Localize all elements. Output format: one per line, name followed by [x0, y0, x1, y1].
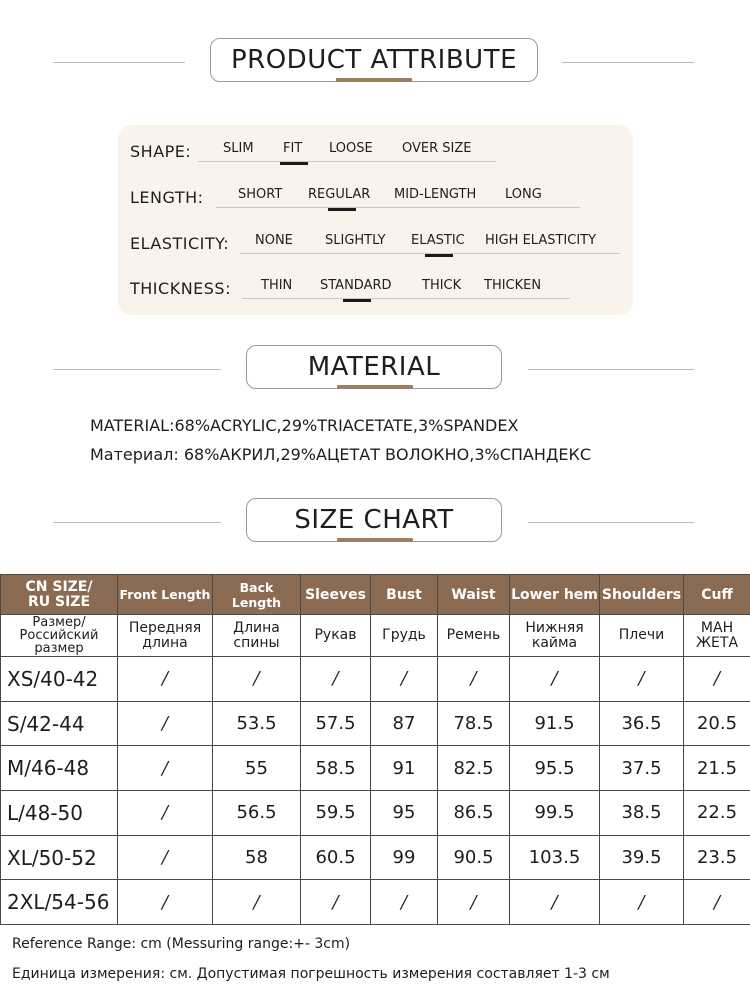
- table-header-row-ru: [1, 615, 750, 657]
- table-header-row-en: [1, 575, 750, 615]
- table-cell: /: [301, 657, 371, 702]
- table-cell: 95: [371, 791, 438, 836]
- table-header-cell: Рукав: [301, 615, 371, 657]
- attr-option: HIGH ELASTICITY: [485, 233, 597, 248]
- size-label-cell: XL/50-52: [1, 835, 118, 880]
- title-accent-bar: [337, 538, 413, 542]
- table-cell: 99.5: [510, 791, 600, 836]
- table-header-cell: Front Length: [118, 575, 213, 615]
- table-header-cell: Передняя длина: [118, 615, 213, 657]
- table-cell: /: [600, 880, 684, 925]
- size-label-cell: L/48-50: [1, 791, 118, 836]
- attr-label: ELASTICITY:: [130, 234, 230, 253]
- table-row: [1, 791, 750, 836]
- table-cell: 91.5: [510, 701, 600, 746]
- size-label-cell: S/42-44: [1, 701, 118, 746]
- table-row: [1, 701, 750, 746]
- table-cell: /: [438, 880, 510, 925]
- table-cell: /: [684, 880, 750, 925]
- table-body: [1, 657, 750, 925]
- table-cell: /: [118, 701, 213, 746]
- table-header-cell: Плечи: [600, 615, 684, 657]
- table-cell: /: [213, 880, 301, 925]
- attr-option-selected: STANDARD: [320, 278, 392, 293]
- selected-underline: [343, 299, 371, 302]
- selected-underline: [328, 208, 356, 211]
- attr-rule: [216, 207, 580, 208]
- attr-option-selected: REGULAR: [308, 187, 371, 202]
- attr-option: NONE: [255, 233, 293, 248]
- size-label-cell: 2XL/54-56: [1, 880, 118, 925]
- attr-rule: [198, 161, 496, 162]
- section-title: MATERIAL: [246, 345, 502, 389]
- table-cell: 59.5: [301, 791, 371, 836]
- table-cell: /: [600, 657, 684, 702]
- table-row: [1, 835, 750, 880]
- table-cell: /: [118, 835, 213, 880]
- material-composition-en: MATERIAL:68%ACRYLIC,29%TRIACETATE,3%SPANDEX: [90, 416, 519, 435]
- table-cell: /: [301, 880, 371, 925]
- material-composition-ru: Материал: 68%АКРИЛ,29%АЦЕТАТ ВОЛОКНО,3%СПАНДЕКС: [90, 445, 592, 464]
- table-cell: 58: [213, 835, 301, 880]
- table-header-cell: Back Length: [213, 575, 301, 615]
- table-cell: 21.5: [684, 746, 750, 791]
- attr-option: THICKEN: [484, 278, 542, 293]
- table-cell: 90.5: [438, 835, 510, 880]
- table-cell: 99: [371, 835, 438, 880]
- table-cell: 53.5: [213, 701, 301, 746]
- table-cell: 56.5: [213, 791, 301, 836]
- attr-option: MID-LENGTH: [394, 187, 477, 202]
- table-cell: /: [213, 657, 301, 702]
- table-cell: 39.5: [600, 835, 684, 880]
- product-attribute-header: [0, 38, 750, 88]
- table-cell: 58.5: [301, 746, 371, 791]
- table-cell: /: [371, 880, 438, 925]
- table-cell: /: [371, 657, 438, 702]
- title-accent-bar: [336, 78, 412, 82]
- table-header-cell: Грудь: [371, 615, 438, 657]
- table-cell: 38.5: [600, 791, 684, 836]
- table-cell: 37.5: [600, 746, 684, 791]
- divider-left: [53, 62, 185, 63]
- material-header: [0, 345, 750, 395]
- divider-left: [53, 522, 221, 523]
- table-header-cell: Размер/ Российский размер: [1, 615, 118, 657]
- attribute-panel: [118, 125, 633, 315]
- attr-row-shape: [118, 137, 633, 167]
- divider-right: [528, 522, 694, 523]
- table-cell: 95.5: [510, 746, 600, 791]
- attr-option-selected: ELASTIC: [411, 233, 465, 248]
- attr-option: SLIM: [223, 141, 254, 156]
- attr-row-elasticity: [118, 229, 633, 259]
- table-row: [1, 880, 750, 925]
- table-cell: 60.5: [301, 835, 371, 880]
- attr-label: THICKNESS:: [130, 279, 231, 298]
- selected-underline: [280, 162, 308, 165]
- table-cell: 55: [213, 746, 301, 791]
- table-cell: /: [118, 657, 213, 702]
- reference-range-note: Reference Range: cm (Messuring range:+- 3cm): [12, 936, 351, 952]
- divider-right: [528, 369, 694, 370]
- table-header-cell: Shoulders: [600, 575, 684, 615]
- attr-option: OVER SIZE: [402, 141, 472, 156]
- table-cell: /: [510, 880, 600, 925]
- table-cell: 91: [371, 746, 438, 791]
- size-chart-header: [0, 498, 750, 548]
- attr-row-thickness: [118, 274, 633, 304]
- table-cell: /: [684, 657, 750, 702]
- table-cell: 87: [371, 701, 438, 746]
- attr-option: THIN: [261, 278, 293, 293]
- attr-label: SHAPE:: [130, 142, 192, 161]
- size-label-cell: XS/40-42: [1, 657, 118, 702]
- table-header-cell: Lower hem: [510, 575, 600, 615]
- table-cell: /: [438, 657, 510, 702]
- attr-row-length: [118, 183, 633, 213]
- section-title: SIZE CHART: [246, 498, 502, 542]
- table-header-cell: Waist: [438, 575, 510, 615]
- table-header-cell: Cuff: [684, 575, 750, 615]
- title-accent-bar: [337, 385, 413, 389]
- divider-right: [562, 62, 694, 63]
- attr-option: LOOSE: [329, 141, 373, 156]
- table-cell: 103.5: [510, 835, 600, 880]
- table-cell: /: [510, 657, 600, 702]
- table-header-cell: Нижняя кайма: [510, 615, 600, 657]
- table-header-cell: Bust: [371, 575, 438, 615]
- table-cell: /: [118, 746, 213, 791]
- section-title: PRODUCT ATTRIBUTE: [210, 38, 538, 82]
- table-cell: 78.5: [438, 701, 510, 746]
- size-label-cell: M/46-48: [1, 746, 118, 791]
- table-header-cell: МАН ЖЕТА: [684, 615, 750, 657]
- selected-underline: [425, 254, 453, 257]
- table-header-cell: CN SIZE/ RU SIZE: [1, 575, 118, 615]
- table-row: [1, 657, 750, 702]
- table-cell: 23.5: [684, 835, 750, 880]
- table-cell: 36.5: [600, 701, 684, 746]
- attr-option: SLIGHTLY: [325, 233, 386, 248]
- table-cell: 57.5: [301, 701, 371, 746]
- attr-option-selected: FIT: [283, 141, 303, 156]
- size-chart-table: [0, 574, 750, 925]
- reference-range-note-ru: Единица измерения: см. Допустимая погрешность измерения составляет 1-3 см: [12, 966, 610, 982]
- table-header-cell: Sleeves: [301, 575, 371, 615]
- table-cell: 22.5: [684, 791, 750, 836]
- attr-option: LONG: [505, 187, 542, 202]
- table-row: [1, 746, 750, 791]
- attr-label: LENGTH:: [130, 188, 204, 207]
- table-header-cell: Ремень: [438, 615, 510, 657]
- table-cell: 86.5: [438, 791, 510, 836]
- table-cell: /: [118, 791, 213, 836]
- attr-option: THICK: [422, 278, 462, 293]
- table-cell: /: [118, 880, 213, 925]
- table-cell: 82.5: [438, 746, 510, 791]
- attr-option: SHORT: [238, 187, 283, 202]
- attr-rule: [242, 298, 570, 299]
- divider-left: [53, 369, 221, 370]
- table-cell: 20.5: [684, 701, 750, 746]
- table-header-cell: Длина спины: [213, 615, 301, 657]
